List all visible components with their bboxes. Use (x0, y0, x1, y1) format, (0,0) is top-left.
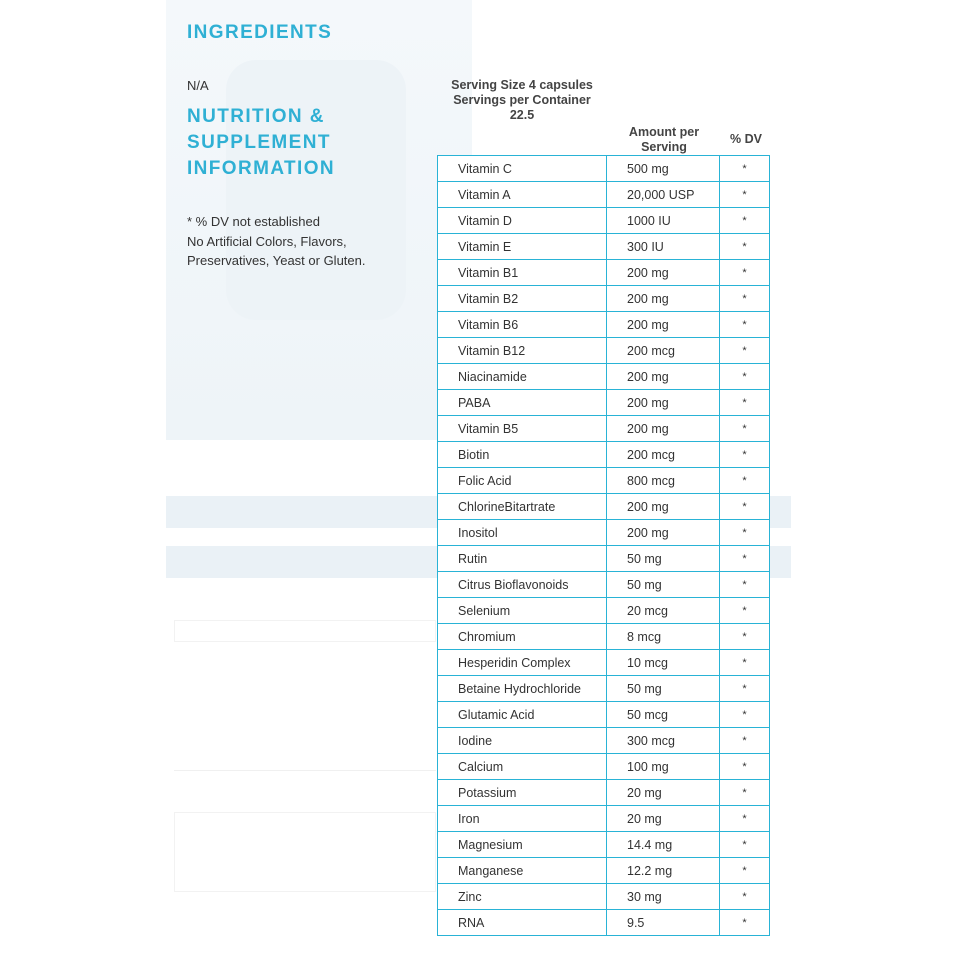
background-divider (174, 770, 436, 771)
nutrient-name-cell: Citrus Bioflavonoids (438, 572, 607, 598)
table-row (438, 234, 770, 260)
table-row (438, 754, 770, 780)
nutrient-name-cell: Folic Acid (438, 468, 607, 494)
dv-cell: * (720, 390, 770, 416)
nutrient-name-cell: Vitamin C (438, 156, 607, 182)
nutrient-name-cell: Calcium (438, 754, 607, 780)
nutrient-name-cell: Betaine Hydrochloride (438, 676, 607, 702)
table-row (438, 650, 770, 676)
table-row (438, 416, 770, 442)
nutrient-name-cell: Potassium (438, 780, 607, 806)
serving-info (440, 78, 604, 123)
amount-cell: 50 mg (607, 676, 720, 702)
dv-cell: * (720, 832, 770, 858)
nutrient-name-cell: Zinc (438, 884, 607, 910)
amount-cell: 20 mg (607, 806, 720, 832)
nutrient-name-cell: Selenium (438, 598, 607, 624)
table-row (438, 364, 770, 390)
amount-cell: 800 mcg (607, 468, 720, 494)
dv-cell: * (720, 520, 770, 546)
supplement-facts-body (438, 156, 770, 936)
nutrient-name-cell: Hesperidin Complex (438, 650, 607, 676)
dv-cell: * (720, 182, 770, 208)
amount-cell: 200 mcg (607, 338, 720, 364)
ingredients-heading: INGREDIENTS (187, 22, 333, 43)
nutrient-name-cell: Iodine (438, 728, 607, 754)
amount-header-line: Serving (641, 140, 687, 154)
table-row (438, 832, 770, 858)
nutrient-name-cell: Vitamin A (438, 182, 607, 208)
nutrient-name-cell: Vitamin B5 (438, 416, 607, 442)
nutrient-name-cell: Manganese (438, 858, 607, 884)
nutrient-name-cell: ChlorineBitartrate (438, 494, 607, 520)
amount-cell: 200 mg (607, 312, 720, 338)
nutrient-name-cell: Vitamin B6 (438, 312, 607, 338)
note-line: Preservatives, Yeast or Gluten. (187, 253, 366, 268)
amount-cell: 8 mcg (607, 624, 720, 650)
nutrient-name-cell: Vitamin B2 (438, 286, 607, 312)
nutrient-name-cell: Vitamin D (438, 208, 607, 234)
amount-cell: 9.5 (607, 910, 720, 936)
amount-cell: 200 mg (607, 416, 720, 442)
amount-cell: 200 mg (607, 286, 720, 312)
serving-size: Serving Size 4 capsules (451, 78, 593, 92)
nutrient-name-cell: PABA (438, 390, 607, 416)
dv-cell: * (720, 806, 770, 832)
nutrient-name-cell: Rutin (438, 546, 607, 572)
table-row (438, 598, 770, 624)
nutrient-name-cell: Glutamic Acid (438, 702, 607, 728)
dv-column-header: % DV (730, 132, 762, 146)
dv-cell: * (720, 286, 770, 312)
table-row (438, 572, 770, 598)
dv-cell: * (720, 676, 770, 702)
dv-cell: * (720, 260, 770, 286)
amount-cell: 14.4 mg (607, 832, 720, 858)
amount-cell: 300 mcg (607, 728, 720, 754)
amount-cell: 100 mg (607, 754, 720, 780)
amount-cell: 10 mcg (607, 650, 720, 676)
dv-cell: * (720, 338, 770, 364)
servings-count: 22.5 (509, 108, 535, 122)
table-row (438, 910, 770, 936)
nutrient-name-cell: Inositol (438, 520, 607, 546)
nutrition-notes (187, 212, 365, 271)
dv-cell: * (720, 364, 770, 390)
dv-cell: * (720, 884, 770, 910)
table-row (438, 390, 770, 416)
dv-cell: * (720, 156, 770, 182)
nutrient-name-cell: RNA (438, 910, 607, 936)
dv-cell: * (720, 234, 770, 260)
table-row (438, 884, 770, 910)
background-textarea-box (174, 812, 436, 892)
nutrient-name-cell: Vitamin B12 (438, 338, 607, 364)
table-row (438, 780, 770, 806)
nutrient-name-cell: Iron (438, 806, 607, 832)
dv-cell: * (720, 650, 770, 676)
nutrition-heading-line: SUPPLEMENT (187, 132, 331, 153)
dv-cell: * (720, 728, 770, 754)
nutrient-name-cell: Chromium (438, 624, 607, 650)
dv-cell: * (720, 546, 770, 572)
dv-cell: * (720, 468, 770, 494)
dv-cell: * (720, 312, 770, 338)
nutrition-heading-line: NUTRITION & (187, 106, 325, 127)
amount-cell: 200 mg (607, 364, 720, 390)
dv-cell: * (720, 442, 770, 468)
table-row (438, 858, 770, 884)
amount-header-line: Amount per (628, 125, 700, 139)
amount-cell: 500 mg (607, 156, 720, 182)
dv-cell: * (720, 598, 770, 624)
dv-cell: * (720, 780, 770, 806)
dv-cell: * (720, 494, 770, 520)
table-row (438, 806, 770, 832)
background-input-box (174, 620, 436, 642)
servings-per-container: Servings per Container (453, 93, 591, 107)
table-row (438, 468, 770, 494)
table-row (438, 702, 770, 728)
supplement-facts-table (437, 155, 770, 936)
dv-cell: * (720, 416, 770, 442)
dv-cell: * (720, 858, 770, 884)
table-row (438, 728, 770, 754)
table-row (438, 156, 770, 182)
table-row (438, 208, 770, 234)
nutrient-name-cell: Niacinamide (438, 364, 607, 390)
background-product-bottle (226, 60, 406, 320)
amount-cell: 50 mg (607, 572, 720, 598)
nutrient-name-cell: Magnesium (438, 832, 607, 858)
dv-cell: * (720, 624, 770, 650)
note-line: No Artificial Colors, Flavors, (187, 233, 347, 249)
amount-cell: 300 IU (607, 234, 720, 260)
nutrition-heading (187, 104, 335, 182)
amount-cell: 200 mg (607, 494, 720, 520)
table-row (438, 546, 770, 572)
table-row (438, 494, 770, 520)
table-row (438, 624, 770, 650)
amount-cell: 20,000 USP (607, 182, 720, 208)
table-row (438, 520, 770, 546)
dv-cell: * (720, 702, 770, 728)
nutrition-heading-line: INFORMATION (187, 158, 336, 179)
table-row (438, 182, 770, 208)
amount-cell: 1000 IU (607, 208, 720, 234)
amount-column-header (608, 125, 720, 155)
amount-cell: 30 mg (607, 884, 720, 910)
amount-cell: 20 mcg (607, 598, 720, 624)
amount-cell: 200 mg (607, 520, 720, 546)
amount-cell: 200 mg (607, 260, 720, 286)
table-row (438, 442, 770, 468)
table-row (438, 676, 770, 702)
nutrient-name-cell: Vitamin E (438, 234, 607, 260)
dv-cell: * (720, 208, 770, 234)
dv-cell: * (720, 754, 770, 780)
dv-cell: * (720, 910, 770, 936)
amount-cell: 50 mg (607, 546, 720, 572)
ingredients-value: N/A (187, 78, 209, 93)
nutrient-name-cell: Vitamin B1 (438, 260, 607, 286)
amount-cell: 200 mg (607, 390, 720, 416)
amount-cell: 20 mg (607, 780, 720, 806)
amount-cell: 12.2 mg (607, 858, 720, 884)
table-row (438, 260, 770, 286)
dv-cell: * (720, 572, 770, 598)
nutrient-name-cell: Biotin (438, 442, 607, 468)
table-row (438, 312, 770, 338)
amount-cell: 200 mcg (607, 442, 720, 468)
note-line: * % DV not established (187, 214, 320, 229)
table-row (438, 338, 770, 364)
amount-cell: 50 mcg (607, 702, 720, 728)
table-row (438, 286, 770, 312)
